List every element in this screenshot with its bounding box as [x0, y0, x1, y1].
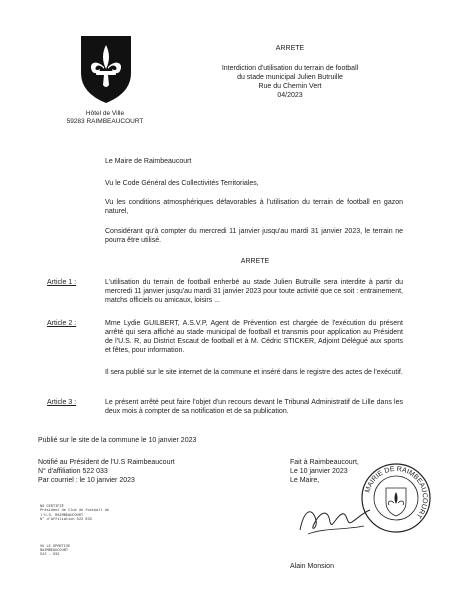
notification-line: Par courriel : le 10 janvier 2023: [38, 477, 135, 484]
seal-text: MAIRIE DE RAIMBEAUCOURT: [364, 465, 429, 520]
arrete-heading: ARRETE: [240, 258, 270, 265]
document-subject: [190, 64, 390, 100]
article-3-text: Le présent arrêté peut faire l'objet d'un recours devant le Tribunal Administratif de Lille dans les deux mois à compter de sa notification et de sa publication.: [105, 399, 403, 415]
stamp-line: N° d'Affiliation 522 033: [40, 518, 92, 523]
town-hall-label: Hôtel de Ville: [85, 110, 125, 117]
arrete-number: 04/2023: [277, 92, 303, 99]
vu-conditions-paragraph: Vu les conditions atmosphériques défavorables à l'utilisation du terrain de football en gazon naturel,: [105, 199, 403, 215]
stamp-line: l'U.S. RAIMBEAUCOURT: [40, 513, 84, 518]
signature-line: Fait à Raimbeaucourt,: [290, 459, 359, 466]
mairie-seal: [360, 462, 432, 534]
notification-line: N° d'affiliation 522 033: [38, 468, 108, 475]
considerant-paragraph: Considérant qu'à compter du mercredi 11 janvier jusqu'au mardi 31 janvier 2023, le terrain ne pourra être utilisé.: [105, 228, 403, 244]
article-1-label: Article 1 :: [47, 279, 77, 286]
subject-line: du stade municipal Julien Butruille: [237, 74, 343, 81]
publication-note: Publié sur le site de la commune le 10 janvier 2023: [38, 437, 197, 444]
article-2-text: Mme Lydie GUILBERT, A.S.V.P, Agent de Prévention est chargée de l'exécution du présent arrêté qui sera affiché au stade municipal de football et transmis pour application au Président de l'U.S. R, au District Escaut de football et à M. Cédric STICKER, Adjoint Délégué aux sports et fêtes, pour information.: [105, 320, 403, 354]
club-stamp: [40, 505, 120, 575]
stamp-line: Président de Club de football de: [40, 509, 110, 514]
subject-line: Rue du Chemin Vert: [258, 83, 322, 90]
article-2-label: Article 2 :: [47, 320, 77, 327]
coat-of-arms-logo: [78, 33, 134, 105]
article-1-text: L'utilisation du terrain de football enherbé au stade Julien Butruille sera interdite à partir du mercredi 11 janvier jusqu'au mardi 31 janvier 2023 pour toute activité que ce soit : entrainement, matchs officiels ou amicaux, loisirs ...: [105, 279, 403, 304]
stamp-line: 522 - 033: [40, 553, 60, 558]
postal-city-label: 59283 RAIMBEAUCOURT: [66, 118, 144, 125]
vu-code-paragraph: Vu le Code Général des Collectivités Territoriales,: [105, 180, 259, 187]
stamp-line: RAIMBEAUCOURT: [40, 549, 69, 554]
document-type-title: ARRETE: [275, 45, 305, 52]
article-2-publication: Il sera publié sur le site internet de la commune et inséré dans le registre des actes de l'exécutif.: [105, 369, 403, 376]
signer-name: Alain Monsion: [290, 563, 334, 570]
notification-line: Notifié au Président de l'U.S Raimbeaucourt: [38, 459, 175, 466]
notification-block: [38, 458, 238, 485]
signature-line: Le 10 janvier 2023: [290, 468, 348, 475]
mayor-line: Le Maire de Raimbeaucourt: [105, 158, 192, 165]
stamp-line: NO CERTIFIÉ: [40, 505, 64, 509]
subject-line: Interdiction d'utilisation du terrain de football: [221, 65, 359, 72]
article-3-label: Article 3 :: [47, 399, 77, 406]
signature-line: Le Maire,: [290, 477, 320, 484]
stamp-line: VU LE SPORTIVE: [40, 544, 71, 549]
